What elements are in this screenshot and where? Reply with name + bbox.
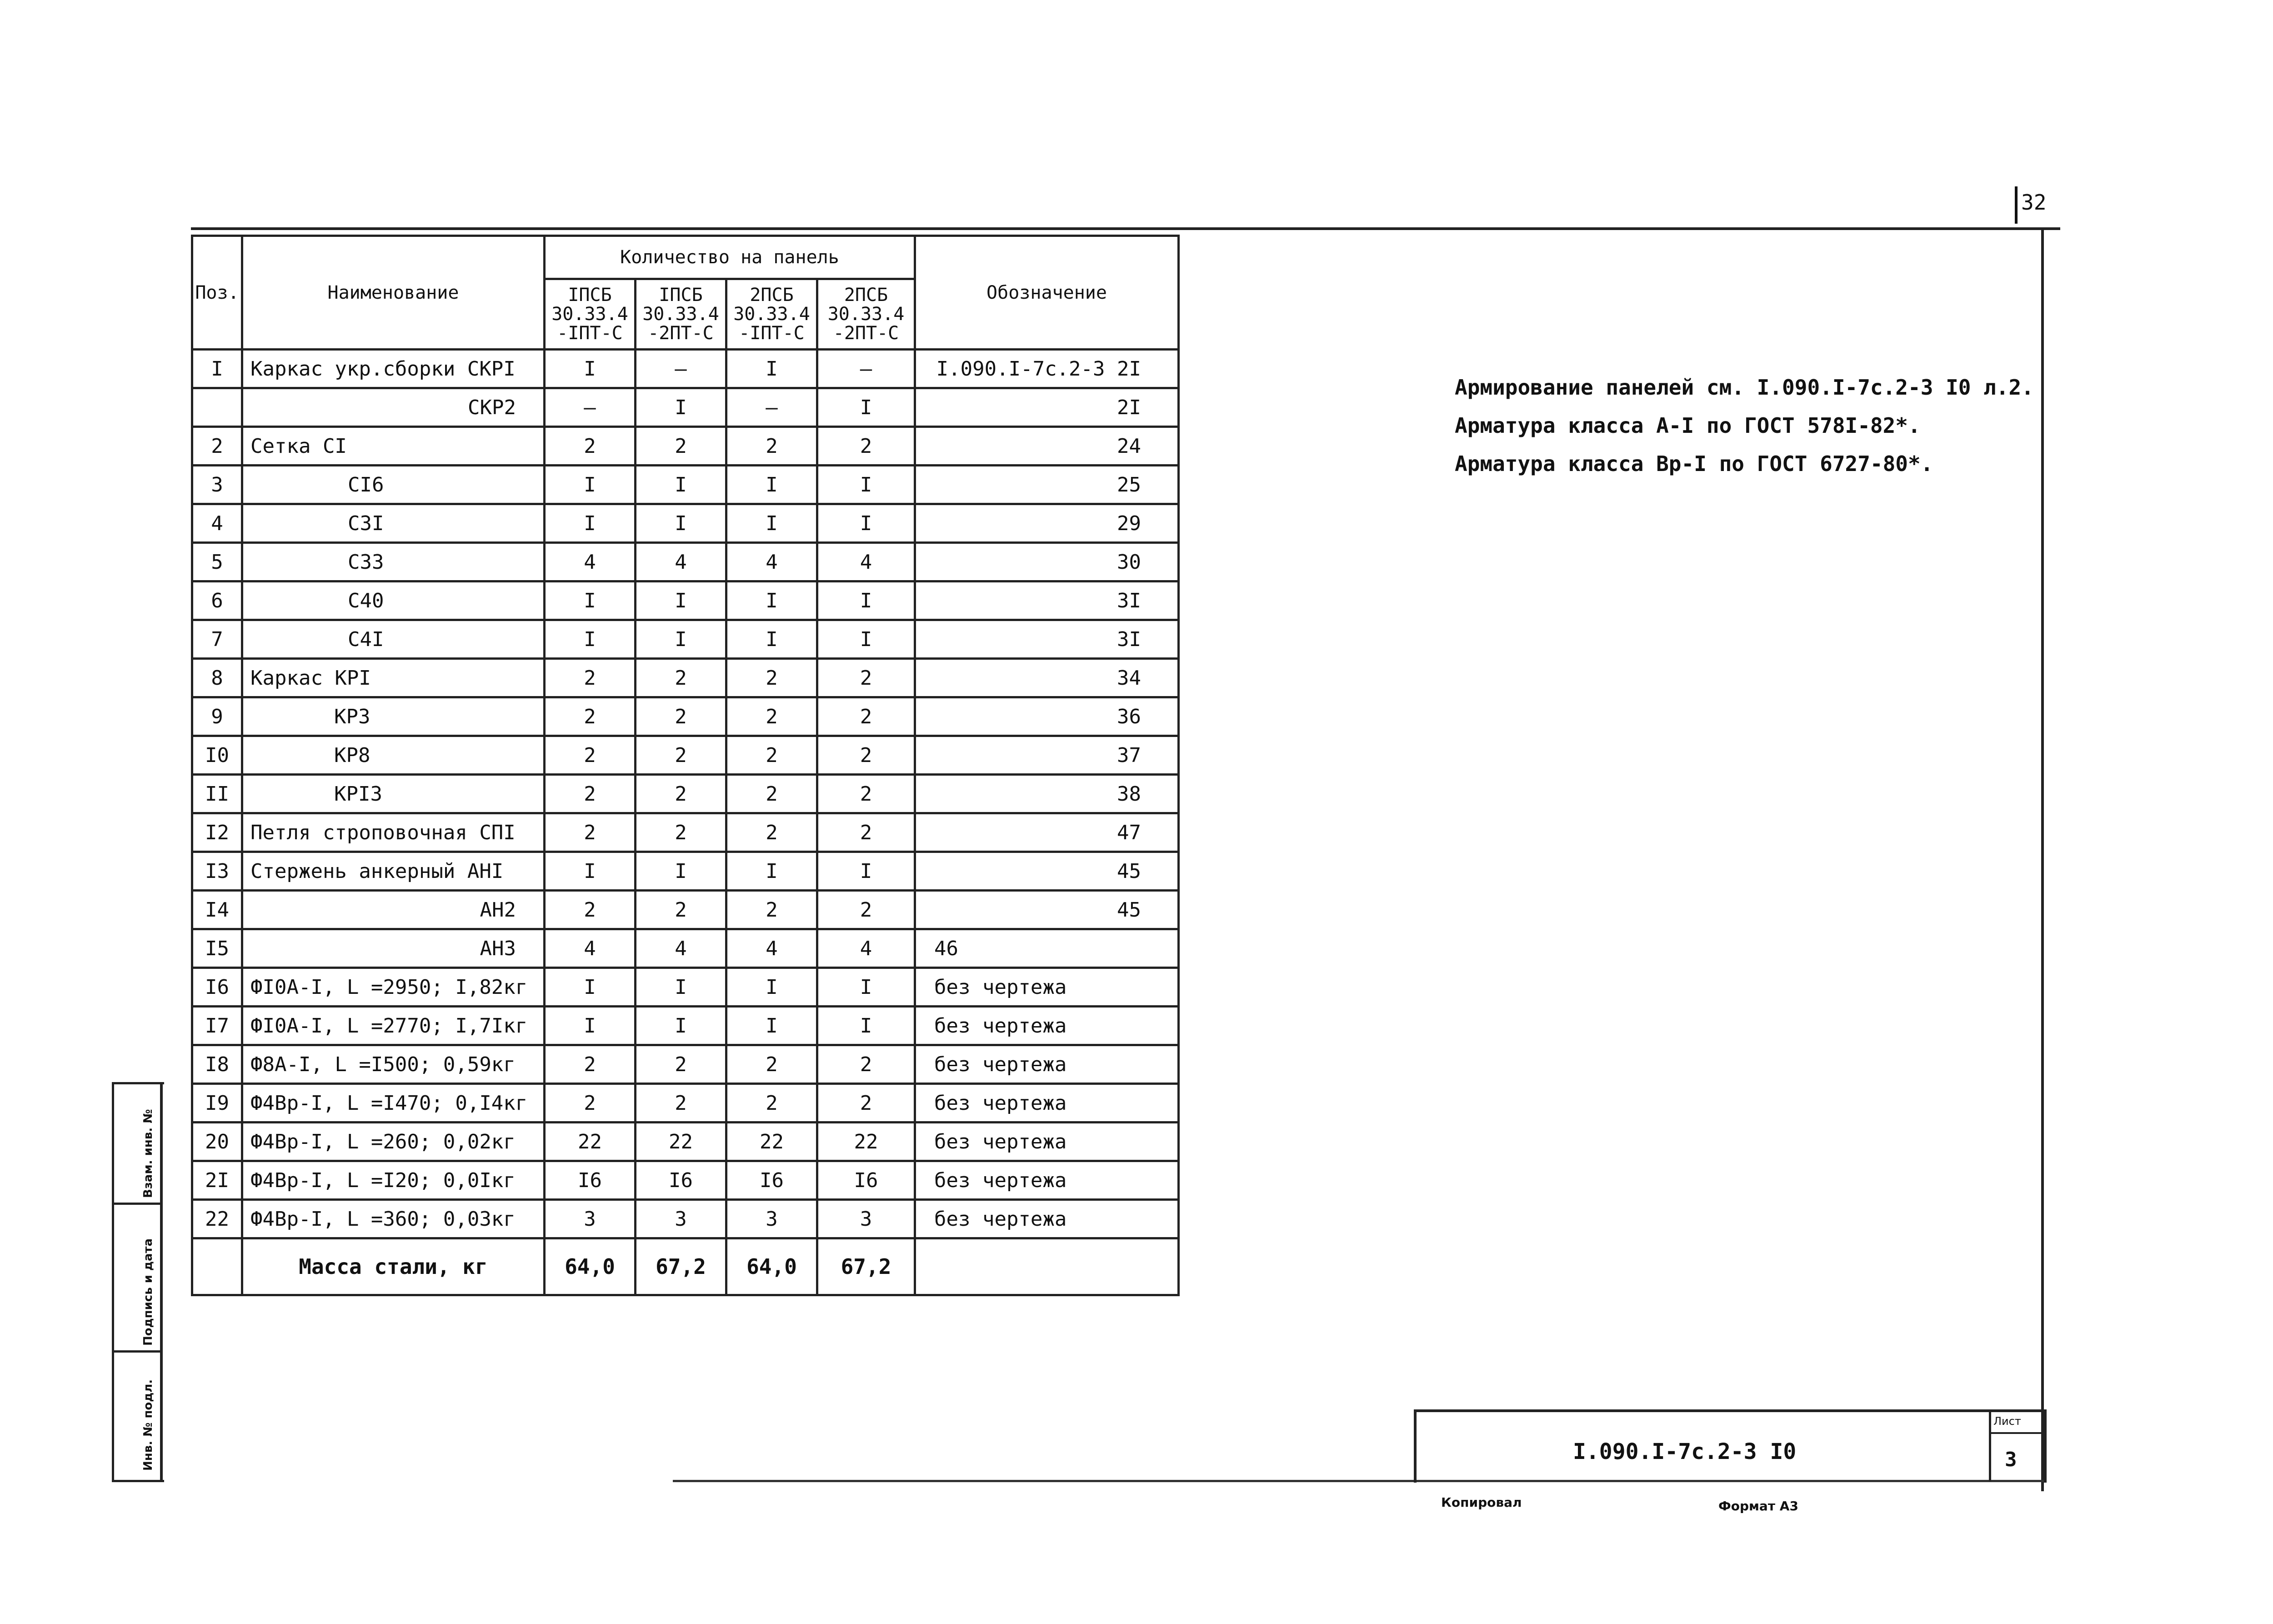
- cell-qty: 2: [726, 427, 817, 466]
- cell-pos: 8: [192, 659, 242, 697]
- cell-qty: 22: [545, 1123, 636, 1161]
- cell-designation: 45: [915, 891, 1179, 929]
- page-number-tick: [2015, 186, 2018, 224]
- panel-header-line: 30.33.4: [642, 304, 719, 325]
- cell-pos: 3: [192, 466, 242, 504]
- cell-pos: I5: [192, 929, 242, 968]
- cell-qty: 2: [817, 775, 915, 813]
- cell-qty: I: [545, 620, 636, 659]
- cell-designation: без чертежа: [915, 1045, 1179, 1084]
- cell-designation: I.090.I-7с.2-3 2I: [915, 350, 1179, 388]
- cell-qty: 2: [545, 775, 636, 813]
- cell-designation: без чертежа: [915, 1123, 1179, 1161]
- notes-block: [1455, 368, 2034, 483]
- cell-qty: 3: [726, 1200, 817, 1238]
- cell-designation: 38: [915, 775, 1179, 813]
- copied-by-label: Копировал: [1441, 1495, 1522, 1510]
- panel-header: [636, 279, 726, 350]
- cell-pos: 2: [192, 427, 242, 466]
- cell-designation: 30: [915, 543, 1179, 581]
- cell-designation: 36: [915, 697, 1179, 736]
- table-row: [192, 929, 1179, 968]
- cell-qty: 22: [817, 1123, 915, 1161]
- cell-qty: 2: [636, 1084, 726, 1123]
- cell-pos: 6: [192, 581, 242, 620]
- total-qty: 67,2: [636, 1238, 726, 1295]
- cell-qty: I: [545, 968, 636, 1007]
- cell-qty: 4: [817, 543, 915, 581]
- table-row: [192, 1123, 1179, 1161]
- panel-header: [726, 279, 817, 350]
- cell-qty: I: [817, 581, 915, 620]
- table-row: [192, 1084, 1179, 1123]
- cell-qty: 2: [726, 775, 817, 813]
- cell-name: КР3: [242, 697, 545, 736]
- cell-qty: –: [545, 388, 636, 427]
- cell-qty: I: [545, 504, 636, 543]
- cell-designation: 3I: [915, 581, 1179, 620]
- note-steel-class-vr: Арматура класса Вр-I по ГОСТ 6727-80*.: [1455, 451, 1933, 476]
- panel-header-line: -IПТ-С: [739, 323, 805, 344]
- title-block-divider: [1989, 1412, 1991, 1481]
- cell-qty: –: [636, 350, 726, 388]
- note-reinforcement-ref: Армирование панелей см. I.090.I-7с.2-3 I0 л.2.: [1455, 375, 2034, 400]
- cell-qty: I: [817, 1007, 915, 1045]
- cell-designation: 2I: [915, 388, 1179, 427]
- cell-qty: I: [726, 504, 817, 543]
- cell-qty: 2: [636, 659, 726, 697]
- cell-pos: I6: [192, 968, 242, 1007]
- cell-pos: 2I: [192, 1161, 242, 1200]
- cell-name: Каркас укр.сборки СКРI: [242, 350, 545, 388]
- cell-qty: I: [726, 968, 817, 1007]
- cell-pos: [192, 1238, 242, 1295]
- cell-qty: 4: [636, 543, 726, 581]
- cell-qty: I: [817, 852, 915, 891]
- cell-pos: I3: [192, 852, 242, 891]
- table-row: [192, 1045, 1179, 1084]
- sheet-number: 3: [2005, 1448, 2017, 1471]
- cell-pos: I2: [192, 813, 242, 852]
- cell-pos: I4: [192, 891, 242, 929]
- cell-qty: I6: [817, 1161, 915, 1200]
- cell-name: Стержень анкерный АНI: [242, 852, 545, 891]
- total-qty: 67,2: [817, 1238, 915, 1295]
- cell-qty: 4: [636, 929, 726, 968]
- cell-qty: 2: [817, 697, 915, 736]
- cell-name: АН3: [242, 929, 545, 968]
- total-label: Масса стали, кг: [242, 1238, 545, 1295]
- cell-qty: 2: [545, 427, 636, 466]
- panel-header-line: -2ПТ-С: [648, 323, 714, 344]
- cell-qty: 2: [636, 813, 726, 852]
- panel-header-line: 30.33.4: [733, 304, 810, 325]
- table-row: [192, 620, 1179, 659]
- cell-qty: 2: [636, 891, 726, 929]
- cell-designation: 29: [915, 504, 1179, 543]
- cell-name: Ф4Вр-I, L =I20; 0,0Iкг: [242, 1161, 545, 1200]
- cell-qty: 2: [636, 1045, 726, 1084]
- cell-pos: 9: [192, 697, 242, 736]
- cell-qty: 4: [545, 543, 636, 581]
- cell-name: С33: [242, 543, 545, 581]
- cell-designation: 46: [915, 929, 1179, 968]
- cell-qty: I: [817, 504, 915, 543]
- cell-qty: 2: [545, 736, 636, 775]
- cell-qty: 4: [726, 929, 817, 968]
- document-code: I.090.I-7с.2-3 I0: [1573, 1439, 1797, 1464]
- cell-qty: I: [726, 350, 817, 388]
- cell-qty: 2: [726, 1084, 817, 1123]
- cell-qty: 2: [545, 697, 636, 736]
- panel-header: [817, 279, 915, 350]
- cell-pos: 5: [192, 543, 242, 581]
- cell-name: АН2: [242, 891, 545, 929]
- cell-name: Каркас КРI: [242, 659, 545, 697]
- panel-header-line: 2ПСБ: [844, 285, 888, 306]
- cell-qty: 3: [636, 1200, 726, 1238]
- table-row: [192, 813, 1179, 852]
- cell-qty: 2: [817, 1045, 915, 1084]
- cell-pos: I7: [192, 1007, 242, 1045]
- cell-name: С4I: [242, 620, 545, 659]
- cell-qty: I: [545, 466, 636, 504]
- table-row: [192, 504, 1179, 543]
- cell-pos: 20: [192, 1123, 242, 1161]
- cell-qty: 2: [545, 891, 636, 929]
- cell-qty: 2: [636, 736, 726, 775]
- cell-name: Ф4Вр-I, L =I470; 0,I4кг: [242, 1084, 545, 1123]
- table-row: [192, 427, 1179, 466]
- cell-designation: 45: [915, 852, 1179, 891]
- cell-qty: 2: [817, 427, 915, 466]
- cell-qty: 4: [545, 929, 636, 968]
- panel-header-line: 30.33.4: [551, 304, 628, 325]
- table-row: [192, 736, 1179, 775]
- cell-pos: 4: [192, 504, 242, 543]
- cell-name: Ф8А-I, L =I500; 0,59кг: [242, 1045, 545, 1084]
- cell-name: Сетка СI: [242, 427, 545, 466]
- cell-name: С40: [242, 581, 545, 620]
- cell-qty: I: [726, 581, 817, 620]
- note-steel-class-a: Арматура класса А-I по ГОСТ 578I-82*.: [1455, 413, 1921, 438]
- approval-side-strip: [112, 1082, 164, 1482]
- cell-qty: I: [636, 620, 726, 659]
- cell-qty: 2: [636, 775, 726, 813]
- specification-table: [191, 235, 1180, 1296]
- header-name: Наименование: [242, 236, 545, 350]
- cell-qty: 4: [817, 929, 915, 968]
- cell-qty: 4: [726, 543, 817, 581]
- cell-designation: 24: [915, 427, 1179, 466]
- cell-designation: 47: [915, 813, 1179, 852]
- panel-header-line: 30.33.4: [827, 304, 905, 325]
- cell-qty: I: [817, 388, 915, 427]
- table-row: [192, 1200, 1179, 1238]
- cell-qty: I: [726, 852, 817, 891]
- cell-pos: I: [192, 350, 242, 388]
- cell-name: КРI3: [242, 775, 545, 813]
- cell-name: СКР2: [242, 388, 545, 427]
- cell-qty: 2: [636, 427, 726, 466]
- cell-qty: 2: [726, 891, 817, 929]
- cell-qty: 2: [545, 813, 636, 852]
- table-row: [192, 891, 1179, 929]
- header-quantity-group: Количество на панель: [545, 236, 915, 279]
- cell-name: КР8: [242, 736, 545, 775]
- table-row: [192, 659, 1179, 697]
- table-row: [192, 852, 1179, 891]
- panel-header-line: 2ПСБ: [750, 285, 794, 306]
- cell-designation: без чертежа: [915, 1084, 1179, 1123]
- cell-qty: I: [726, 620, 817, 659]
- cell-qty: I: [817, 968, 915, 1007]
- frame-top-line: [191, 227, 2060, 230]
- cell-qty: I: [545, 581, 636, 620]
- cell-qty: 3: [545, 1200, 636, 1238]
- cell-qty: 2: [726, 736, 817, 775]
- cell-qty: I: [545, 350, 636, 388]
- sheet-cell-line: [1991, 1432, 2041, 1434]
- cell-qty: I: [636, 466, 726, 504]
- total-row: [192, 1238, 1179, 1295]
- cell-qty: 2: [545, 1045, 636, 1084]
- cell-qty: I6: [636, 1161, 726, 1200]
- cell-qty: 3: [817, 1200, 915, 1238]
- cell-name: ФI0А-I, L =2950; I,82кг: [242, 968, 545, 1007]
- table-row: [192, 1161, 1179, 1200]
- table-row: [192, 388, 1179, 427]
- panel-header-line: IПСБ: [659, 285, 703, 306]
- cell-designation: без чертежа: [915, 1161, 1179, 1200]
- table-row: [192, 1007, 1179, 1045]
- cell-name: СI6: [242, 466, 545, 504]
- cell-qty: 2: [726, 1045, 817, 1084]
- table-row: [192, 775, 1179, 813]
- cell-designation: без чертежа: [915, 968, 1179, 1007]
- cell-pos: 22: [192, 1200, 242, 1238]
- header-designation: Обозначение: [915, 236, 1179, 350]
- total-qty: 64,0: [726, 1238, 817, 1295]
- cell-name: Петля строповочная СПI: [242, 813, 545, 852]
- cell-qty: I6: [726, 1161, 817, 1200]
- cell-qty: 2: [726, 659, 817, 697]
- cell-pos: I8: [192, 1045, 242, 1084]
- cell-qty: I: [545, 852, 636, 891]
- cell-designation: 34: [915, 659, 1179, 697]
- table-row: [192, 968, 1179, 1007]
- cell-qty: I: [817, 466, 915, 504]
- cell-designation: 3I: [915, 620, 1179, 659]
- cell-qty: I: [545, 1007, 636, 1045]
- cell-qty: I: [636, 852, 726, 891]
- cell-qty: I: [636, 1007, 726, 1045]
- cell-designation: 37: [915, 736, 1179, 775]
- side-cell-signature-date: Подпись и дата: [114, 1205, 162, 1353]
- cell-qty: –: [726, 388, 817, 427]
- cell-pos: I0: [192, 736, 242, 775]
- cell-qty: I: [726, 466, 817, 504]
- table-row: [192, 466, 1179, 504]
- cell-qty: I: [636, 504, 726, 543]
- table-row: [192, 350, 1179, 388]
- cell-pos: I9: [192, 1084, 242, 1123]
- cell-qty: –: [817, 350, 915, 388]
- total-qty: 64,0: [545, 1238, 636, 1295]
- cell-qty: 2: [817, 891, 915, 929]
- cell-qty: 2: [636, 697, 726, 736]
- cell-qty: 2: [817, 736, 915, 775]
- cell-name: Ф4Вр-I, L =360; 0,03кг: [242, 1200, 545, 1238]
- cell-qty: 2: [726, 697, 817, 736]
- cell-name: ФI0А-I, L =2770; I,7Iкг: [242, 1007, 545, 1045]
- cell-qty: I6: [545, 1161, 636, 1200]
- cell-name: Ф4Вр-I, L =260; 0,02кг: [242, 1123, 545, 1161]
- cell-qty: 22: [636, 1123, 726, 1161]
- cell-pos: [192, 388, 242, 427]
- sheet-label: Лист: [1993, 1415, 2021, 1428]
- panel-header-line: IПСБ: [568, 285, 612, 306]
- side-cell-original-inv: Инв. № подл.: [141, 1379, 155, 1471]
- cell-pos: 7: [192, 620, 242, 659]
- cell-qty: I: [636, 388, 726, 427]
- cell-designation: [915, 1238, 1179, 1295]
- cell-qty: 2: [726, 813, 817, 852]
- cell-qty: 2: [545, 659, 636, 697]
- table-row: [192, 543, 1179, 581]
- cell-name: С3I: [242, 504, 545, 543]
- panel-header: [545, 279, 636, 350]
- cell-qty: I: [636, 581, 726, 620]
- side-cell-replace-inv: Взам. инв. №: [114, 1084, 162, 1205]
- cell-qty: I: [817, 620, 915, 659]
- cell-designation: без чертежа: [915, 1200, 1179, 1238]
- panel-header-line: -2ПТ-С: [833, 323, 899, 344]
- cell-qty: I: [726, 1007, 817, 1045]
- table-row: [192, 581, 1179, 620]
- cell-qty: I: [636, 968, 726, 1007]
- header-pos: Поз.: [192, 236, 242, 350]
- cell-designation: 25: [915, 466, 1179, 504]
- table-row: [192, 697, 1179, 736]
- cell-pos: II: [192, 775, 242, 813]
- page-number: 32: [2021, 190, 2047, 215]
- cell-designation: без чертежа: [915, 1007, 1179, 1045]
- cell-qty: 2: [817, 813, 915, 852]
- cell-qty: 2: [817, 659, 915, 697]
- cell-qty: 2: [545, 1084, 636, 1123]
- panel-header-line: -IПТ-С: [557, 323, 623, 344]
- cell-qty: 2: [817, 1084, 915, 1123]
- frame-right-line: [2041, 227, 2044, 1491]
- cell-qty: 22: [726, 1123, 817, 1161]
- format-label: Формат А3: [1718, 1499, 1798, 1514]
